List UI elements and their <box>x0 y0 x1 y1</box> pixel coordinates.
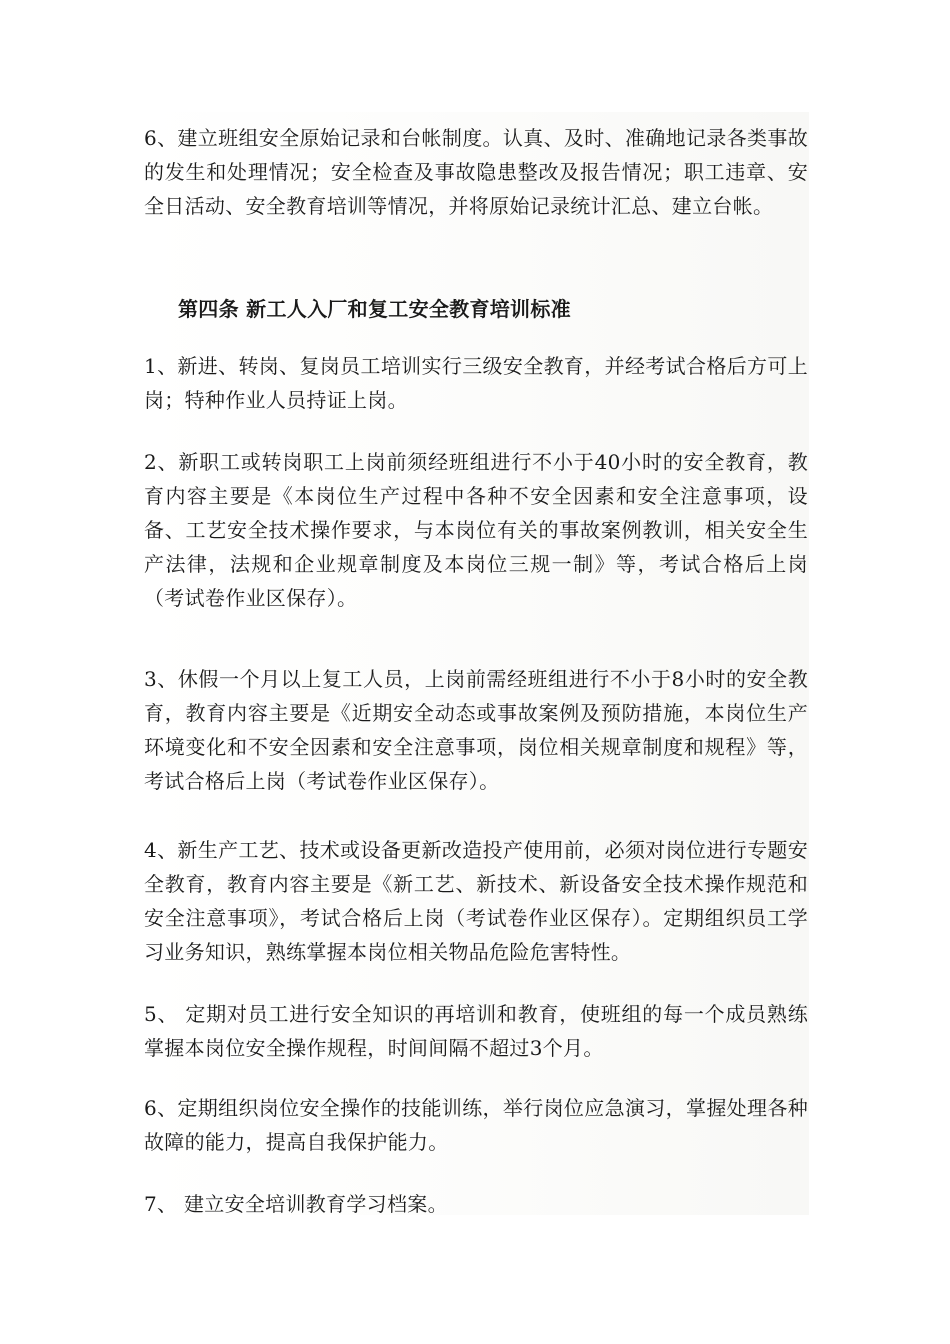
paragraph-item-6: 6、定期组织岗位安全操作的技能训练，举行岗位应急演习，掌握处理各种故障的能力，提高自我保护能力。 <box>144 1096 808 1154</box>
paragraph-item-2: 2、新职工或转岗职工上岗前须经班组进行不小于40小时的安全教育，教育内容主要是《本岗位生产过程中各种不安全因素和安全注意事项，设备、工艺安全技术操作要求，与本岗位有关的事故案例教训，相关安全生产法律，法规和企业规章制度及本岗位三规一制》等，考试合格后上岗（考试卷作业区保存）。 <box>144 450 808 610</box>
paragraph-item-3: 3、休假一个月以上复工人员，上岗前需经班组进行不小于8小时的安全教育，教育内容主要是《近期安全动态或事故案例及预防措施，本岗位生产环境变化和不安全因素和安全注意事项，岗位相关规章制度和规程》等，考试合格后上岗（考试卷作业区保存）。 <box>144 667 808 793</box>
paragraph-record-keeping: 6、建立班组安全原始记录和台帐制度。认真、及时、准确地记录各类事故的发生和处理情况；安全检查及事故隐患整改及报告情况；职工违章、安全日活动、安全教育培训等情况，并将原始记录统计汇总、建立台帐。 <box>144 126 808 218</box>
document-body <box>141 112 809 1215</box>
paragraph-item-7: 7、 建立安全培训教育学习档案。 <box>144 1192 448 1216</box>
paragraph-item-5: 5、 定期对员工进行安全知识的再培训和教育，使班组的每一个成员熟练掌握本岗位安全操作规程，时间间隔不超过3个月。 <box>144 1002 808 1060</box>
paragraph-item-1: 1、新进、转岗、复岗员工培训实行三级安全教育，并经考试合格后方可上岗；特种作业人员持证上岗。 <box>144 354 808 412</box>
paragraph-item-4: 4、新生产工艺、技术或设备更新改造投产使用前，必须对岗位进行专题安全教育，教育内容主要是《新工艺、新技术、新设备安全技术操作规范和安全注意事项》，考试合格后上岗（考试卷作业区保存）。定期组织员工学习业务知识，熟练掌握本岗位相关物品危险危害特性。 <box>144 838 808 964</box>
section-heading: 第四条 新工人入厂和复工安全教育培训标准 <box>178 297 571 321</box>
